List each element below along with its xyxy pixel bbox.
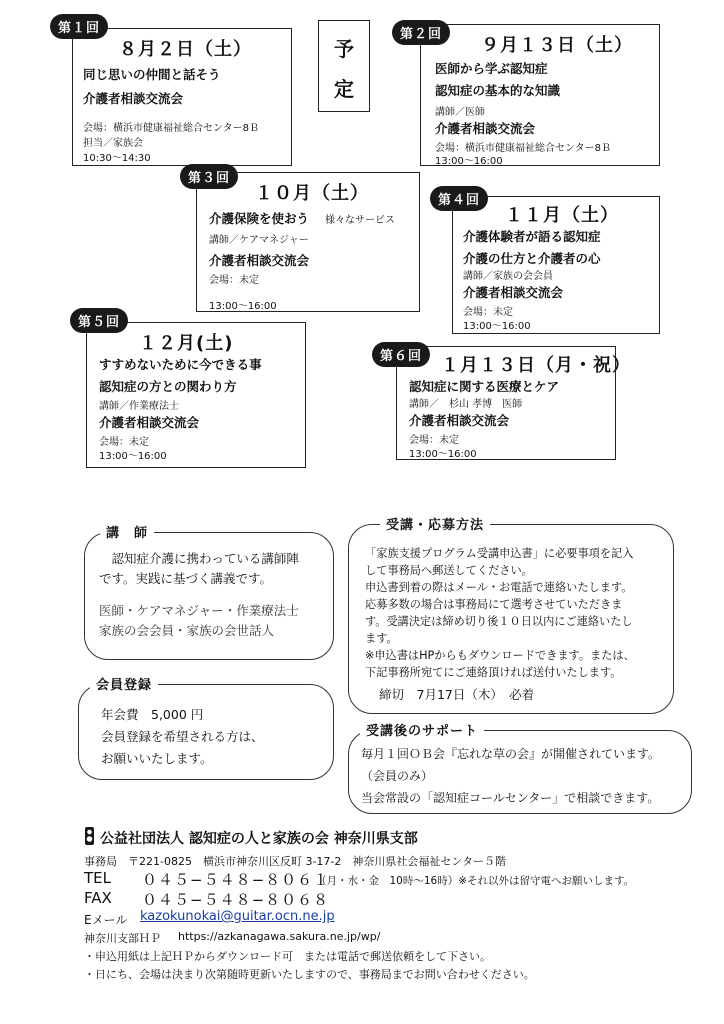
hp-label: 神奈川支部ＨＰ: [84, 932, 161, 945]
schedule-label-char-1: 予: [334, 37, 354, 61]
session-2: [420, 24, 660, 166]
session-4-badge: 第４回: [430, 186, 488, 211]
footer-note-2: ・日にち、会場は決まり次第随時更新いたしますので、事務局までお問い合わせください。: [84, 968, 535, 981]
session-venue: 会場：未定: [209, 275, 259, 286]
session-venue: 会場：横浜市健康福祉総合センター8Ｂ: [435, 143, 611, 154]
tel-number[interactable]: ０４５−５４８−８０６１: [142, 871, 330, 889]
application-text-7: ※申込書はHPからもダウンロードできます。または、: [365, 649, 635, 662]
session-subtopic: 様々なサービス: [325, 215, 395, 226]
session-time: 13:00〜16:00: [435, 156, 503, 167]
fax-number: ０４５−５４８−８０６８: [142, 891, 330, 909]
session-person: 担当／家族会: [83, 138, 143, 149]
session-5: [86, 322, 306, 468]
application-text-5: す。受講決定は締め切り後１０日以内にご連絡いたし: [365, 615, 633, 628]
tel-label: TEL: [84, 869, 111, 887]
session-venue: 会場：横浜市健康福祉総合センター8Ｂ: [83, 123, 259, 134]
session-activity: 介護者相談交流会: [83, 91, 184, 106]
application-text-6: ます。: [365, 632, 398, 645]
application-text-8: 下記事務所宛てにご連絡頂ければ送付いたします。: [365, 666, 622, 679]
session-date: １２月(土): [139, 333, 234, 354]
session-5-badge: 第５回: [70, 308, 128, 333]
session-topic: 同じ思いの仲間と話そう: [83, 67, 221, 82]
session-date: １月１３日（月・祝）: [441, 355, 631, 376]
session-1: [72, 28, 292, 166]
application-text-2: して事務局へ郵送してください。: [365, 564, 533, 577]
instructors-text-2: です。実践に基づく講義です。: [99, 571, 273, 586]
session-topic: 介護保険を使おう: [209, 211, 310, 226]
session-1-badge: 第１回: [50, 14, 108, 39]
session-time: 13:00〜16:00: [99, 451, 167, 462]
session-time: 13:00〜16:00: [209, 301, 277, 312]
session-activity: 介護者相談交流会: [209, 253, 310, 268]
session-date: １１月（土）: [505, 205, 619, 226]
session-date: ９月１３日（土）: [481, 35, 633, 56]
footer-note-1: ・申込用紙は上記ＨＰからダウンロード可 または電話で郵送依頼をして下さい。: [84, 950, 491, 963]
support-panel: [348, 730, 692, 814]
session-venue: 会場：未定: [463, 307, 513, 318]
session-topic: 医師から学ぶ認知症: [435, 61, 548, 76]
session-activity: 介護者相談交流会: [435, 121, 536, 136]
instructors-text-4: 家族の会会員・家族の会世話人: [99, 623, 275, 638]
session-venue: 会場：未定: [99, 437, 149, 448]
session-activity: 介護者相談交流会: [99, 415, 200, 430]
membership-text-1: 会員登録を希望される方は、: [101, 729, 264, 744]
session-topic: すすめないために今できる事: [99, 357, 262, 372]
support-text-2: （会員のみ）: [361, 769, 434, 783]
application-title: 受講・応募方法: [380, 514, 490, 533]
application-deadline: 締切 7月17日（木） 必着: [379, 687, 535, 702]
application-panel: [348, 524, 674, 714]
session-activity: 介護者相談交流会: [409, 413, 510, 428]
session-4: [452, 196, 660, 334]
application-text-1: 「家族支援プログラム受講申込書」に必要事項を記入: [365, 547, 634, 560]
session-lecturer: 講師／作業療法士: [99, 401, 179, 412]
organization-logo: [84, 826, 95, 846]
session-subtopic: 認知症の方との関わり方: [99, 379, 237, 394]
hp-link[interactable]: https://azkanagawa.sakura.ne.jp/wp/: [178, 930, 381, 943]
session-2-badge: 第２回: [392, 20, 450, 45]
session-3-badge: 第３回: [180, 164, 238, 189]
tel-note: （月・水・金 10時〜16時）※それ以外は留守電へお願いします。: [316, 875, 635, 887]
session-topic: 認知症に関する医療とケア: [409, 379, 560, 394]
membership-panel: [78, 684, 334, 780]
session-subtopic: 認知症の基本的な知識: [435, 83, 561, 98]
session-6-badge: 第６回: [372, 342, 430, 367]
instructors-title: 講 師: [100, 522, 154, 541]
instructors-panel: [84, 532, 334, 660]
session-activity: 介護者相談交流会: [463, 285, 564, 300]
instructors-text-1: 認知症介護に携わっている講師陣: [99, 551, 299, 566]
session-lecturer: 講師／ケアマネジャー: [209, 235, 309, 246]
application-text-4: 応募多数の場合は事務局にて選考させていただきま: [365, 598, 623, 611]
membership-text-2: お願いいたします。: [101, 751, 213, 766]
session-time: 13:00〜16:00: [463, 321, 531, 332]
support-text-1: 毎月１回ＯＢ会『忘れな草の会』が開催されています。: [361, 747, 661, 761]
session-date: ８月２日（土）: [119, 39, 252, 60]
email-label: Eメール: [84, 913, 128, 927]
support-title: 受講後のサポート: [360, 720, 484, 739]
session-venue: 会場：未定: [409, 435, 459, 446]
office-address: 事務局 〒221-0825 横浜市神奈川区反町 3-17-2 神奈川県社会福祉センター５階: [84, 855, 506, 868]
organization-name: 公益社団法人 認知症の人と家族の会 神奈川県支部: [100, 831, 418, 847]
support-text-3: 当会常設の「認知症コールセンター」で相談できます。: [361, 791, 660, 805]
session-topic: 介護体験者が語る認知症: [463, 229, 601, 244]
session-6: [396, 346, 631, 460]
session-time: 13:00〜16:00: [409, 449, 477, 460]
email-link[interactable]: kazokunokai@guitar.ocn.ne.jp: [140, 909, 335, 924]
application-text-3: 申込書到着の際はメール・お電話で連絡いたします。: [365, 581, 633, 594]
fax-label: FAX: [84, 889, 112, 907]
session-subtopic: 介護の仕方と介護者の心: [463, 251, 601, 266]
session-lecturer: 講師／ 杉山 孝博 医師: [409, 399, 523, 410]
session-date: １０月（土）: [255, 183, 369, 204]
schedule-label-char-2: 定: [334, 77, 354, 101]
membership-title: 会員登録: [90, 674, 158, 693]
session-time: 10:30〜14:30: [83, 153, 151, 164]
membership-fee: 年会費 5,000 円: [101, 707, 204, 722]
session-3: [196, 172, 420, 312]
instructors-text-3: 医師・ケアマネジャー・作業療法士: [99, 603, 299, 618]
session-lecturer: 講師／医師: [435, 107, 485, 118]
schedule-label: [318, 20, 370, 112]
session-lecturer: 講師／家族の会会員: [463, 271, 553, 282]
